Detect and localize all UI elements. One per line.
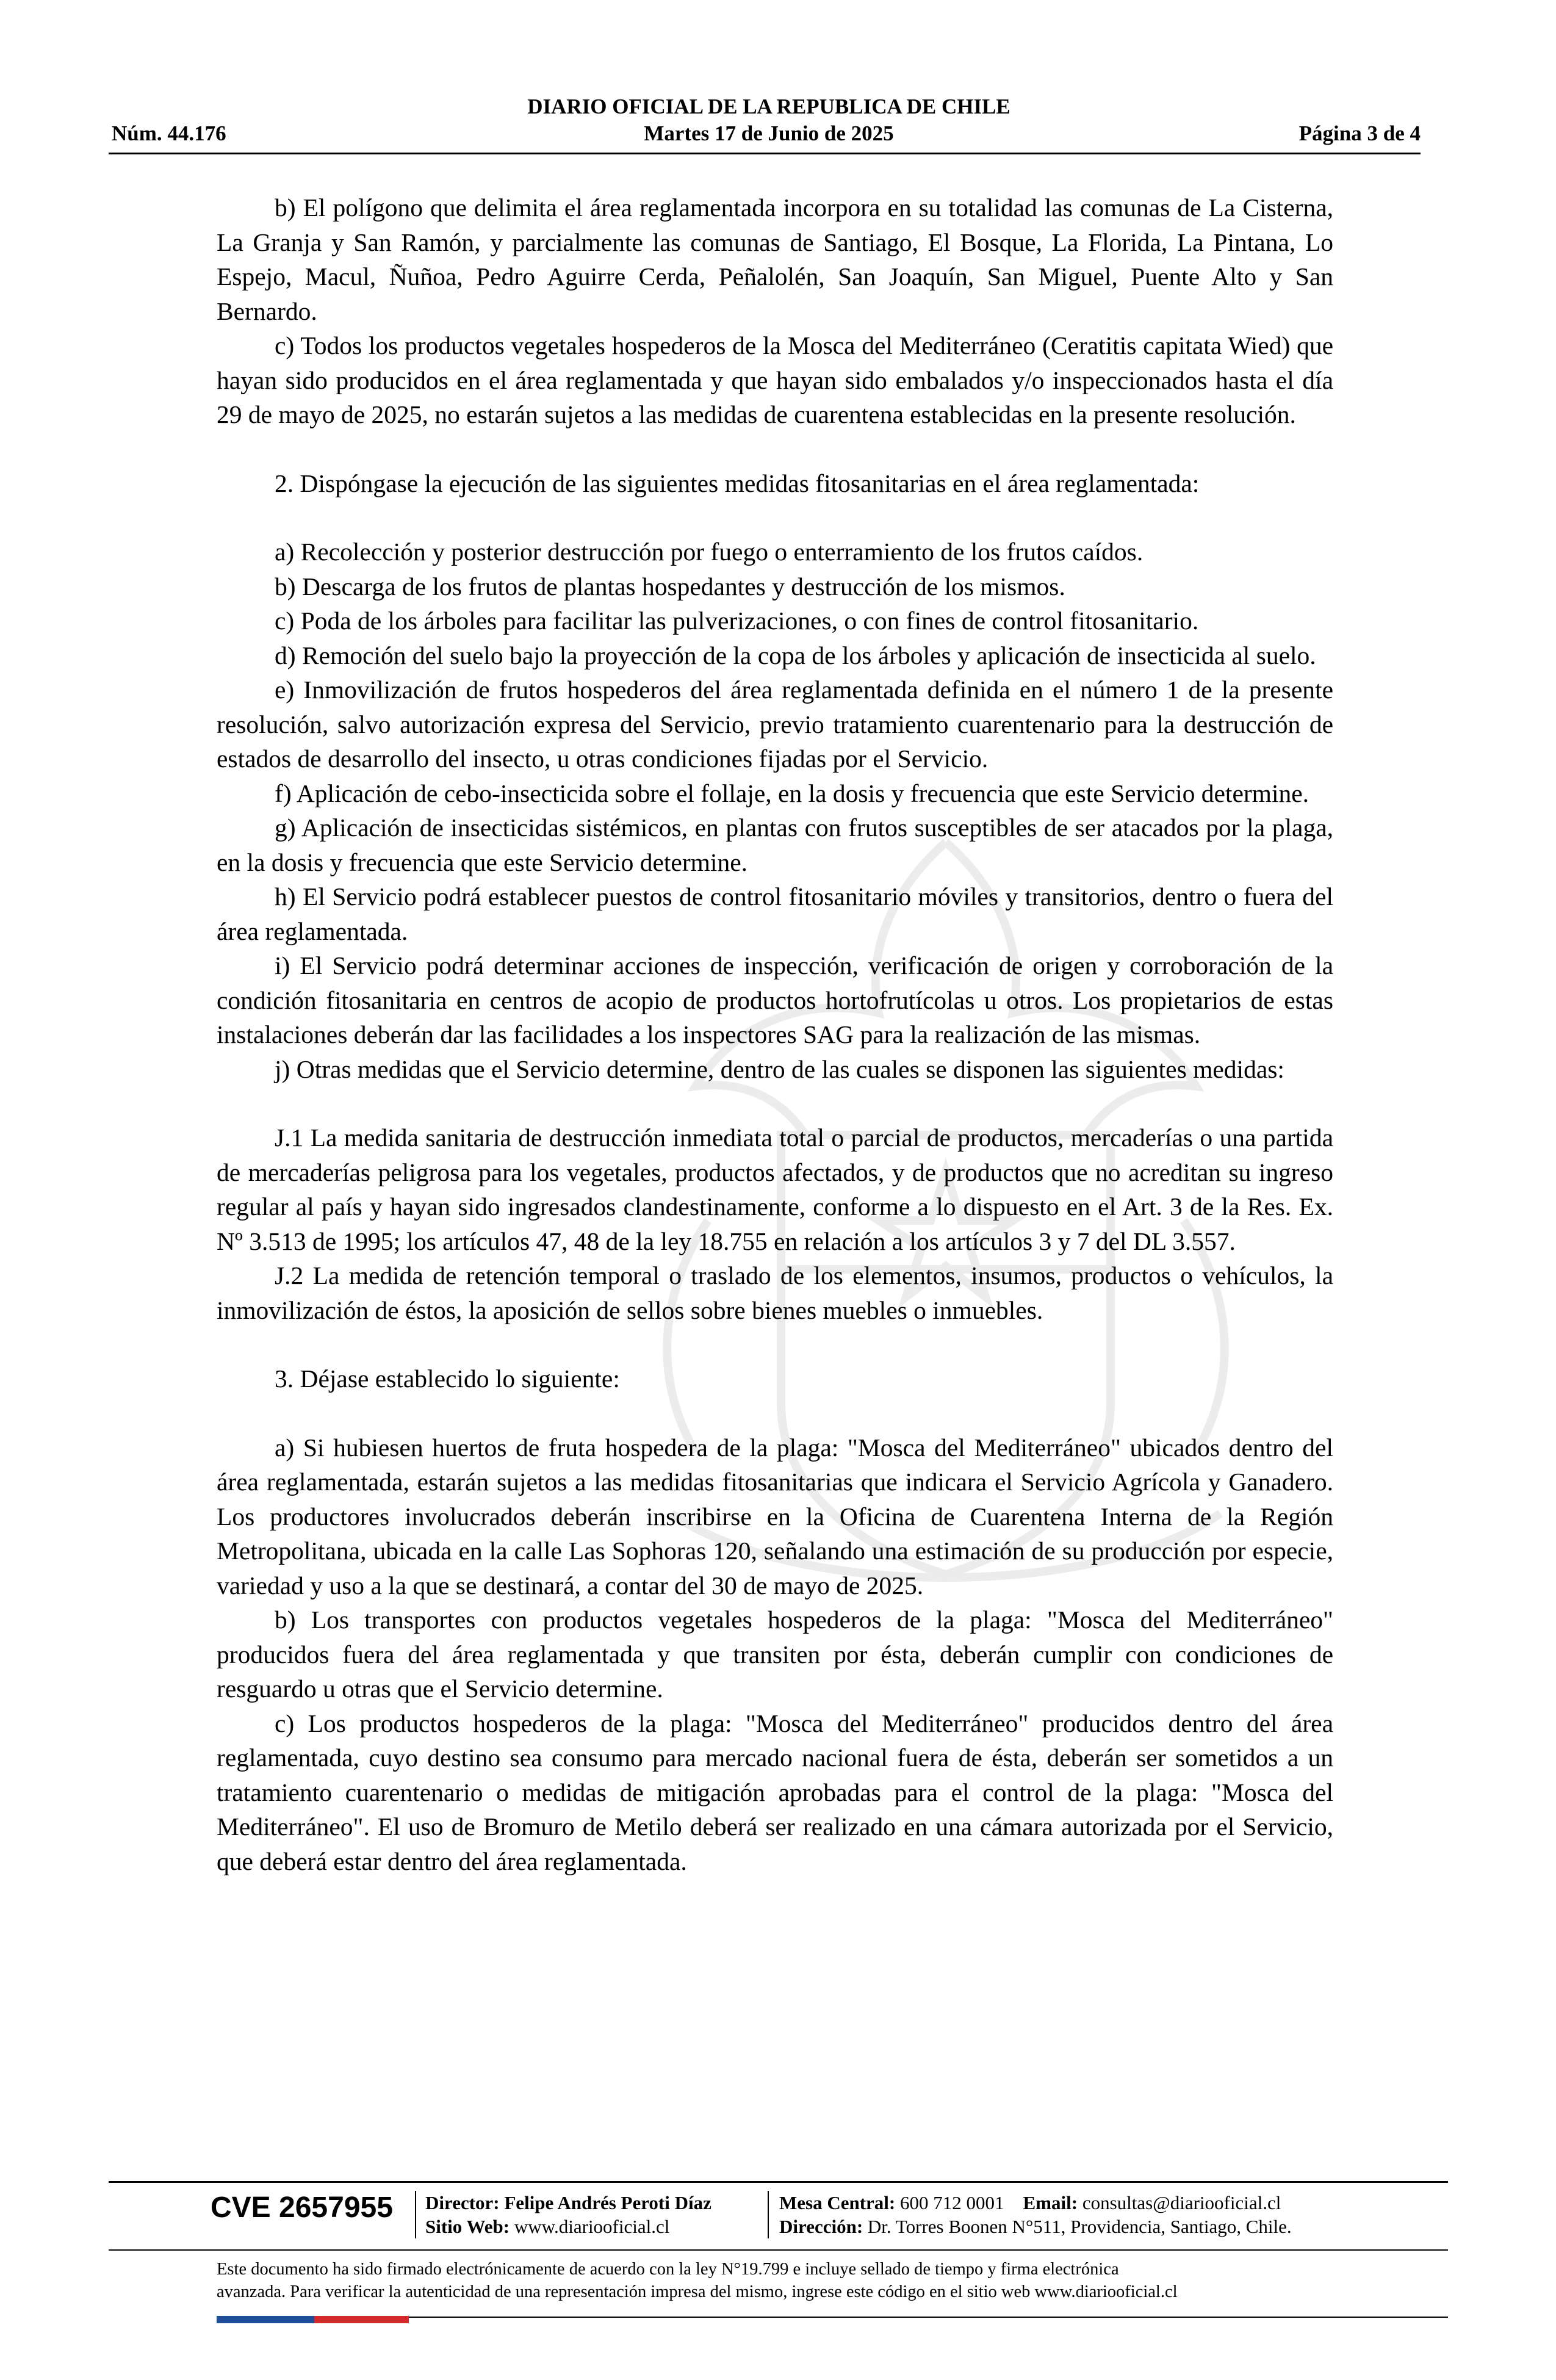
provision-a: a) Si hubiesen huertos de fruta hospedera de la plaga: "Mosca del Mediterráneo" ubicados dentro del área reglamentada, estarán sujetos a las medidas fitosanitarias que indicara el Servicio Agrícola y Ganadero. Los productores involucrados deberán inscribirse en la Oficina de Cuarentena Interna de la Región Metropolitana, ubicada en la calle Las Sophoras 120, señalando una estimación de su producción por especie, variedad y uso a la que se destinará, a contar del 30 de mayo de 2025. — [217, 1433, 1333, 1599]
footer-director-block — [425, 2191, 711, 2238]
measure-e: e) Inmovilización de frutos hospederos del área reglamentada definida en el número 1 de la presente resolución, salvo autorización expresa del Servicio, previo tratamiento cuarentenario para la destrucción de estados de desarrollo del insecto, u otras condiciones fijadas por el Servicio. — [217, 676, 1333, 773]
mesa-label: Mesa Central: — [779, 2192, 896, 2213]
footer-contact-block — [779, 2191, 1292, 2238]
signature-note-line-1: Este documento ha sido firmado electrónicamente de acuerdo con la ley N°19.799 e incluye sellado de tiempo y firma electrónica — [217, 2260, 1119, 2279]
director-name: Felipe Andrés Peroti Díaz — [504, 2192, 711, 2213]
issue-date: Martes 17 de Junio de 2025 — [644, 121, 894, 145]
signature-note — [217, 2258, 1333, 2303]
measure-a: a) Recolección y posterior destrucción por fuego o enterramiento de los frutos caídos. — [275, 538, 1144, 566]
measure-j: j) Otras medidas que el Servicio determine, dentro de las cuales se disponen las siguientes medidas: — [275, 1055, 1284, 1083]
measure-j2: J.2 La medida de retención temporal o traslado de los elementos, insumos, productos o vehículos, la inmovilización de éstos, la aposición de sellos sobre bienes muebles o inmuebles. — [217, 1261, 1333, 1324]
measure-f: f) Aplicación de cebo-insecticida sobre el follaje, en la dosis y frecuencia que este Servicio determine. — [275, 779, 1309, 807]
email-link[interactable]: consultas@diariooficial.cl — [1082, 2192, 1281, 2213]
signature-note-line-2: avanzada. Para verificar la autenticidad de una representación impresa del mismo, ingrese este código en el sitio web www.diariooficial.cl — [217, 2282, 1178, 2301]
footer-divider-mid — [109, 2249, 1448, 2251]
measure-i: i) El Servicio podrá determinar acciones de inspección, verificación de origen y corroboración de la condición fitosanitaria en centros de acopio de productos hortofrutícolas u otros. Los propietarios de estas instalaciones deberán dar las facilidades a los inspectores SAG para la realización de las mismas. — [217, 951, 1333, 1048]
page-indicator: Página 3 de 4 — [1298, 121, 1421, 145]
mesa-phone: 600 712 0001 — [900, 2192, 1004, 2213]
measure-g: g) Aplicación de insecticidas sistémicos, en plantas con frutos susceptibles de ser atacados por la plaga, en la dosis y frecuencia que este Servicio determine. — [217, 813, 1333, 876]
document-body — [217, 190, 1333, 1878]
provision-c: c) Los productos hospederos de la plaga: "Mosca del Mediterráneo" producidos dentro del área reglamentada, cuyo destino sea consumo para mercado nacional fuera de ésta, deberán ser sometidos a un tratamiento cuarentenario o medidas de mitigación aprobadas para el control de la plaga: "Mosca del Mediterráneo". El uso de Bromuro de Metilo deberá ser realizado en una cámara autorizada por el Servicio, que deberá estar dentro del área reglamentada. — [217, 1709, 1333, 1875]
cve-code: CVE 2657955 — [211, 2191, 393, 2224]
footer-separator-1 — [415, 2191, 416, 2238]
measure-h: h) El Servicio podrá establecer puestos de control fitosanitario móviles y transitorios, dentro o fuera del área reglamentada. — [217, 882, 1333, 945]
measure-c: c) Poda de los árboles para facilitar las pulverizaciones, o con fines de control fitosanitario. — [275, 607, 1199, 635]
issue-number: Núm. 44.176 — [112, 121, 226, 145]
website-link[interactable]: www.diariooficial.cl — [514, 2216, 670, 2237]
website-label: Sitio Web: — [425, 2216, 510, 2237]
provision-b: b) Los transportes con productos vegetales hospederos de la plaga: "Mosca del Mediterráneo" producidos fuera del área reglamentada y que transiten por ésta, deberán cumplir con condiciones de resguardo u otras que el Servicio determine. — [217, 1606, 1333, 1703]
flag-bar-blue — [217, 2316, 314, 2323]
footer-separator-2 — [768, 2191, 769, 2238]
measure-d: d) Remoción del suelo bajo la proyección de la copa de los árboles y aplicación de insecticida al suelo. — [275, 641, 1316, 669]
section-3-heading: 3. Déjase establecido lo siguiente: — [275, 1365, 620, 1393]
footer-divider-top — [109, 2181, 1448, 2183]
journal-title: DIARIO OFICIAL DE LA REPUBLICA DE CHILE — [527, 95, 1010, 118]
email-label: Email: — [1023, 2192, 1078, 2213]
address-label: Dirección: — [779, 2216, 863, 2237]
footer-divider-bottom — [409, 2317, 1448, 2318]
paragraph-1c: c) Todos los productos vegetales hospederos de la Mosca del Mediterráneo (Ceratitis capitata Wied) que hayan sido producidos en el área reglamentada y que hayan sido embalados y/o inspeccionados hasta el día 29 de mayo de 2025, no estarán sujetos a las medidas de cuarentena establecidas en la presente resolución. — [217, 331, 1333, 428]
measure-b: b) Descarga de los frutos de plantas hospedantes y destrucción de los mismos. — [275, 572, 1065, 600]
address-value: Dr. Torres Boonen N°511, Providencia, Santiago, Chile. — [867, 2216, 1292, 2237]
measure-j1: J.1 La medida sanitaria de destrucción inmediata total o parcial de productos, mercaderías o una partida de mercaderías peligrosa para los vegetales, productos afectados, y de productos que no acreditan su ingreso regular al país y hayan sido ingresados clandestinamente, conforme a lo dispuesto en el Art. 3 de la Res. Ex. Nº 3.513 de 1995; los artículos 47, 48 de la ley 18.755 en relación a los artículos 3 y 7 del DL 3.557. — [217, 1123, 1333, 1255]
header-divider — [109, 153, 1421, 154]
paragraph-1b: b) El polígono que delimita el área reglamentada incorpora en su totalidad las comunas de La Cisterna, La Granja y San Ramón, y parcialmente las comunas de Santiago, El Bosque, La Florida, La Pintana, Lo Espejo, Macul, Ñuñoa, Pedro Aguirre Cerda, Peñalolén, San Joaquín, San Miguel, Puente Alto y San Bernardo. — [217, 193, 1333, 325]
section-2-heading: 2. Dispóngase la ejecución de las siguientes medidas fitosanitarias en el área reglamentada: — [275, 469, 1200, 497]
flag-bar-red — [314, 2316, 409, 2323]
director-label: Director: — [425, 2192, 500, 2213]
